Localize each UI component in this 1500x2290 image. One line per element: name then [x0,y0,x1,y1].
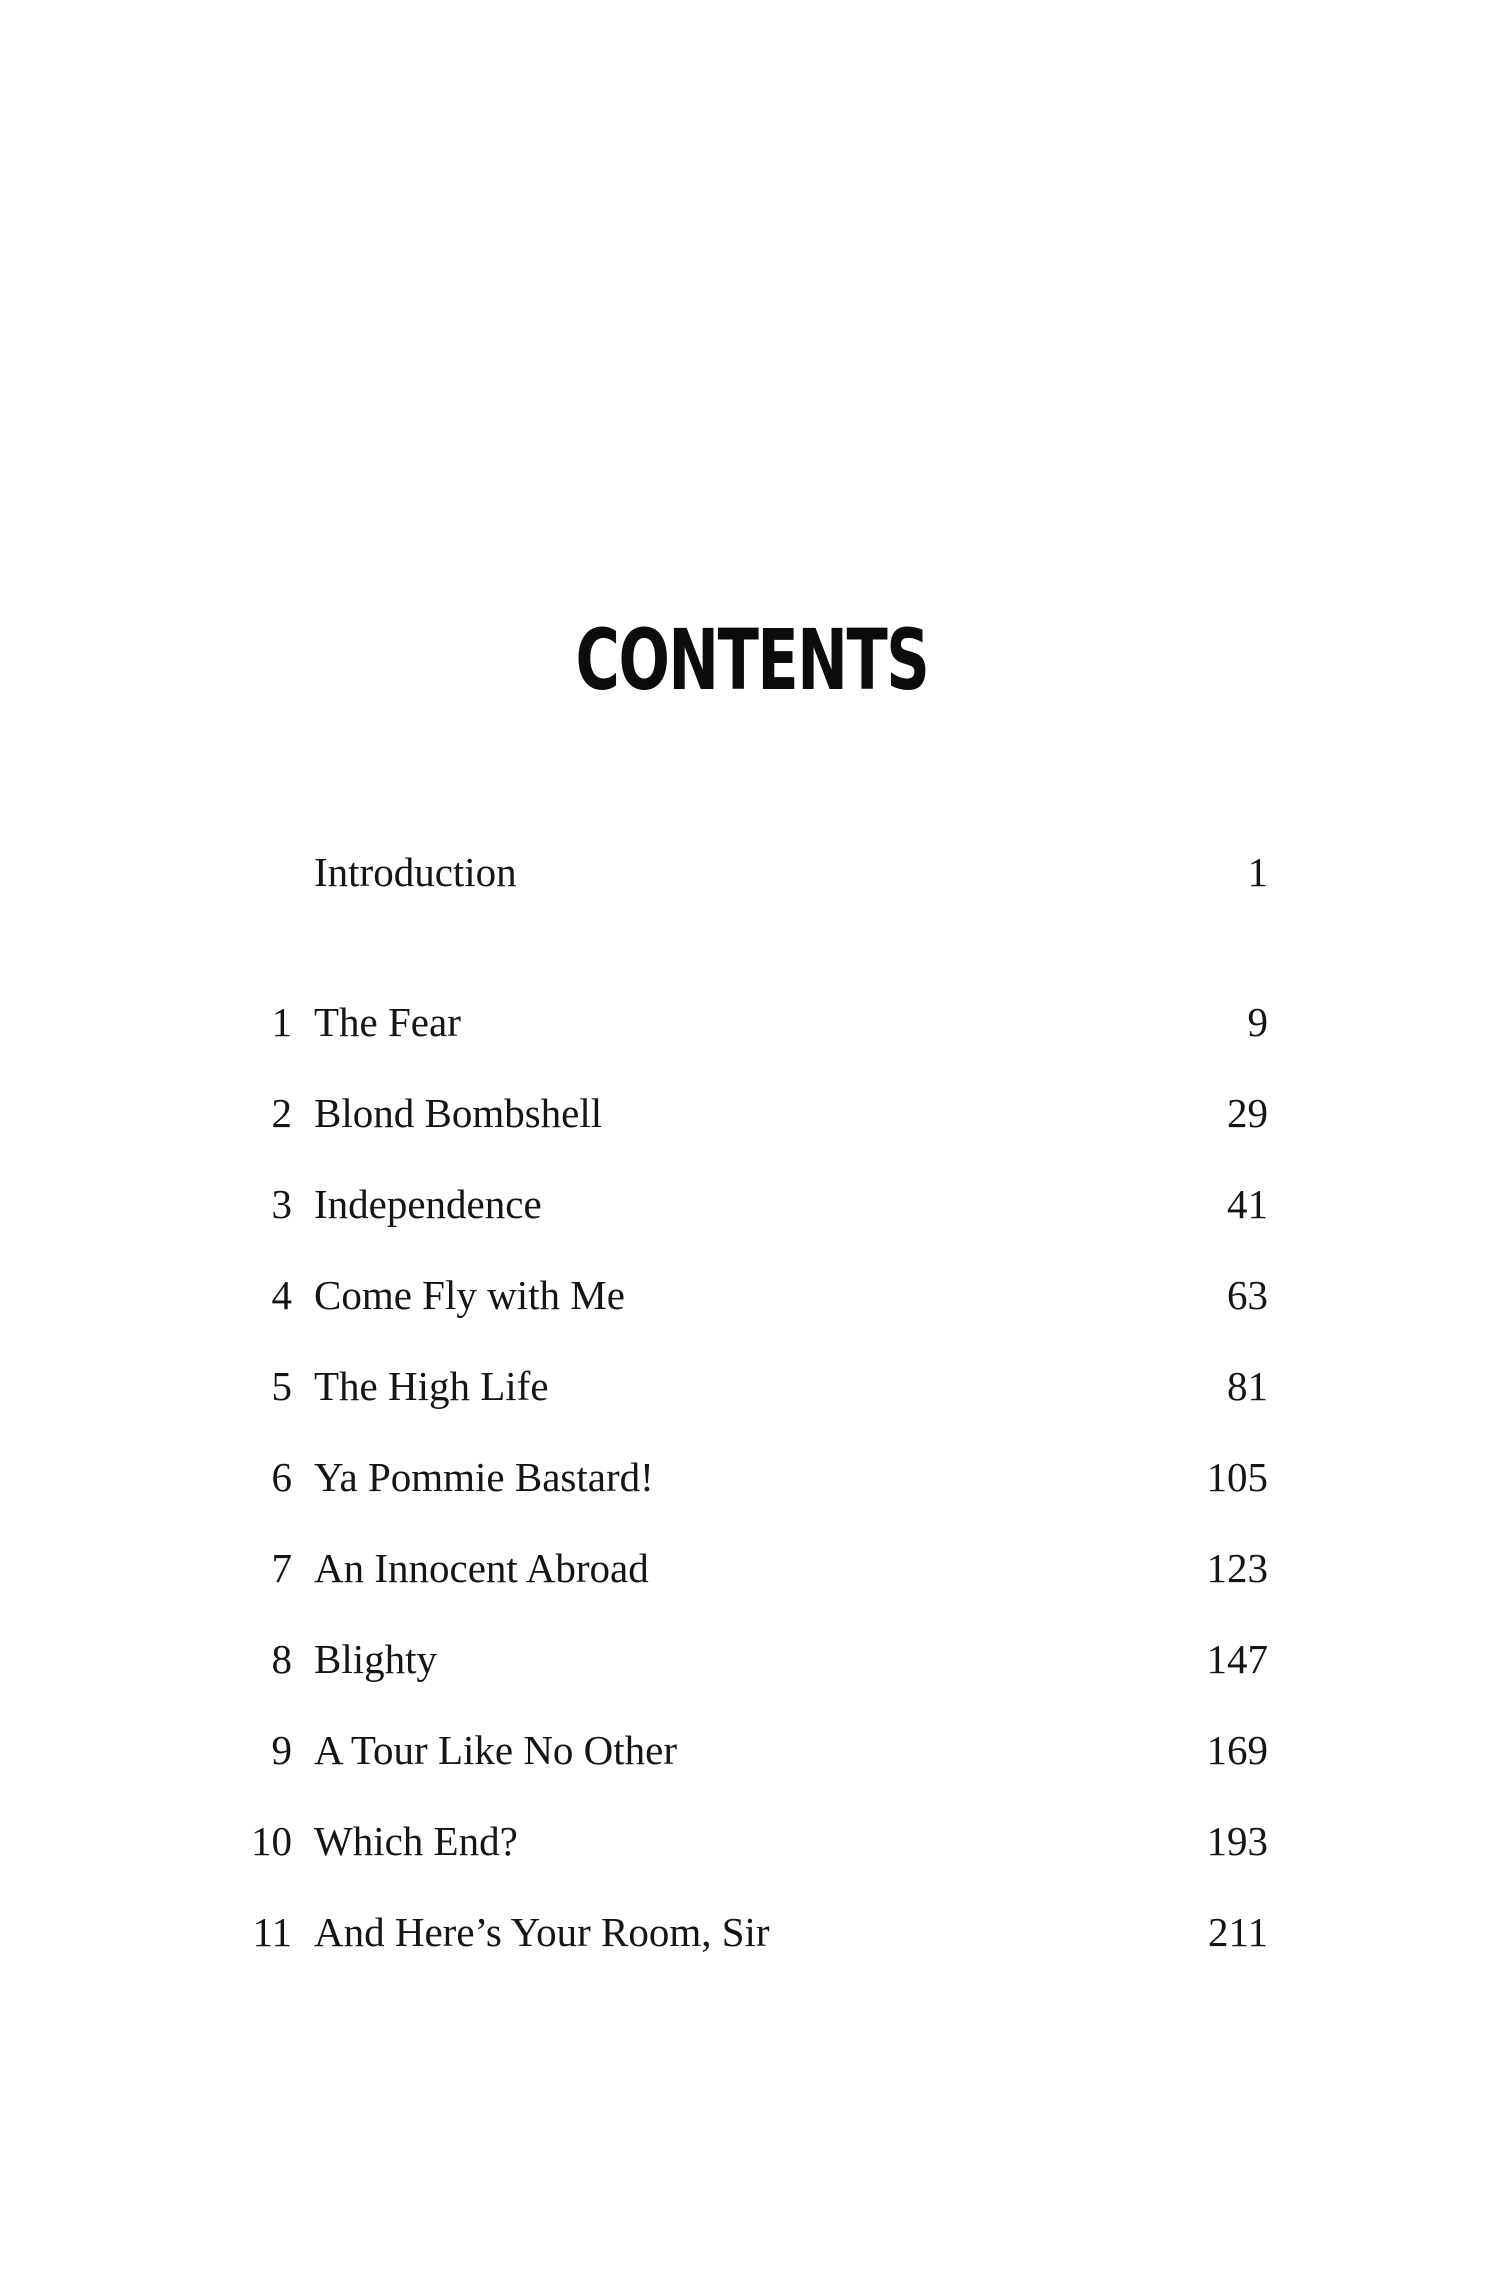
toc-entry-9 [0,1720,1500,1780]
page-number: 1 [1247,849,1268,895]
chapter-number: 2 [271,1090,292,1136]
chapter-number: 9 [271,1727,292,1773]
toc-entry-4 [0,1265,1500,1325]
page-number: 147 [1206,1636,1268,1682]
page-number: 63 [1227,1272,1268,1318]
chapter-title: A Tour Like No Other [314,1727,678,1773]
toc-entry-introduction [0,842,1500,902]
toc-entry-5 [0,1356,1500,1416]
chapter-title: Introduction [314,849,517,895]
chapter-number: 3 [271,1181,292,1227]
toc-entry-1 [0,992,1500,1052]
chapter-number: 6 [271,1454,292,1500]
chapter-number: 4 [271,1272,292,1318]
chapter-number: 10 [251,1818,292,1864]
chapter-title: Come Fly with Me [314,1272,625,1318]
chapter-number: 11 [252,1909,292,1955]
chapter-number: 8 [271,1636,292,1682]
page-number: 41 [1227,1181,1268,1227]
contents-heading: CONTENTS [575,611,929,709]
toc-entry-10 [0,1811,1500,1871]
chapter-title: The High Life [314,1363,549,1409]
chapter-title: Blond Bombshell [314,1090,603,1136]
toc-entry-2 [0,1083,1500,1143]
chapter-title: Which End? [314,1818,518,1864]
chapter-title: The Fear [314,999,461,1045]
page-number: 81 [1227,1363,1268,1409]
toc-entry-7 [0,1538,1500,1598]
chapter-title: Independence [314,1181,542,1227]
chapter-number: 5 [271,1363,292,1409]
chapter-title: And Here’s Your Room, Sir [314,1909,770,1955]
chapter-title: An Innocent Abroad [314,1545,649,1591]
toc-entry-8 [0,1629,1500,1689]
page-number: 193 [1206,1818,1268,1864]
toc-entry-11 [0,1902,1500,1962]
page-number: 169 [1206,1727,1268,1773]
page-number: 105 [1206,1454,1268,1500]
toc-entry-6 [0,1447,1500,1507]
toc-entry-3 [0,1174,1500,1234]
page-number: 29 [1227,1090,1268,1136]
page-number: 211 [1208,1909,1268,1955]
page-number: 123 [1206,1545,1268,1591]
chapter-title: Blighty [314,1636,438,1682]
chapter-number: 7 [271,1545,292,1591]
page-number: 9 [1247,999,1268,1045]
chapter-number: 1 [271,999,292,1045]
chapter-title: Ya Pommie Bastard! [314,1454,654,1500]
